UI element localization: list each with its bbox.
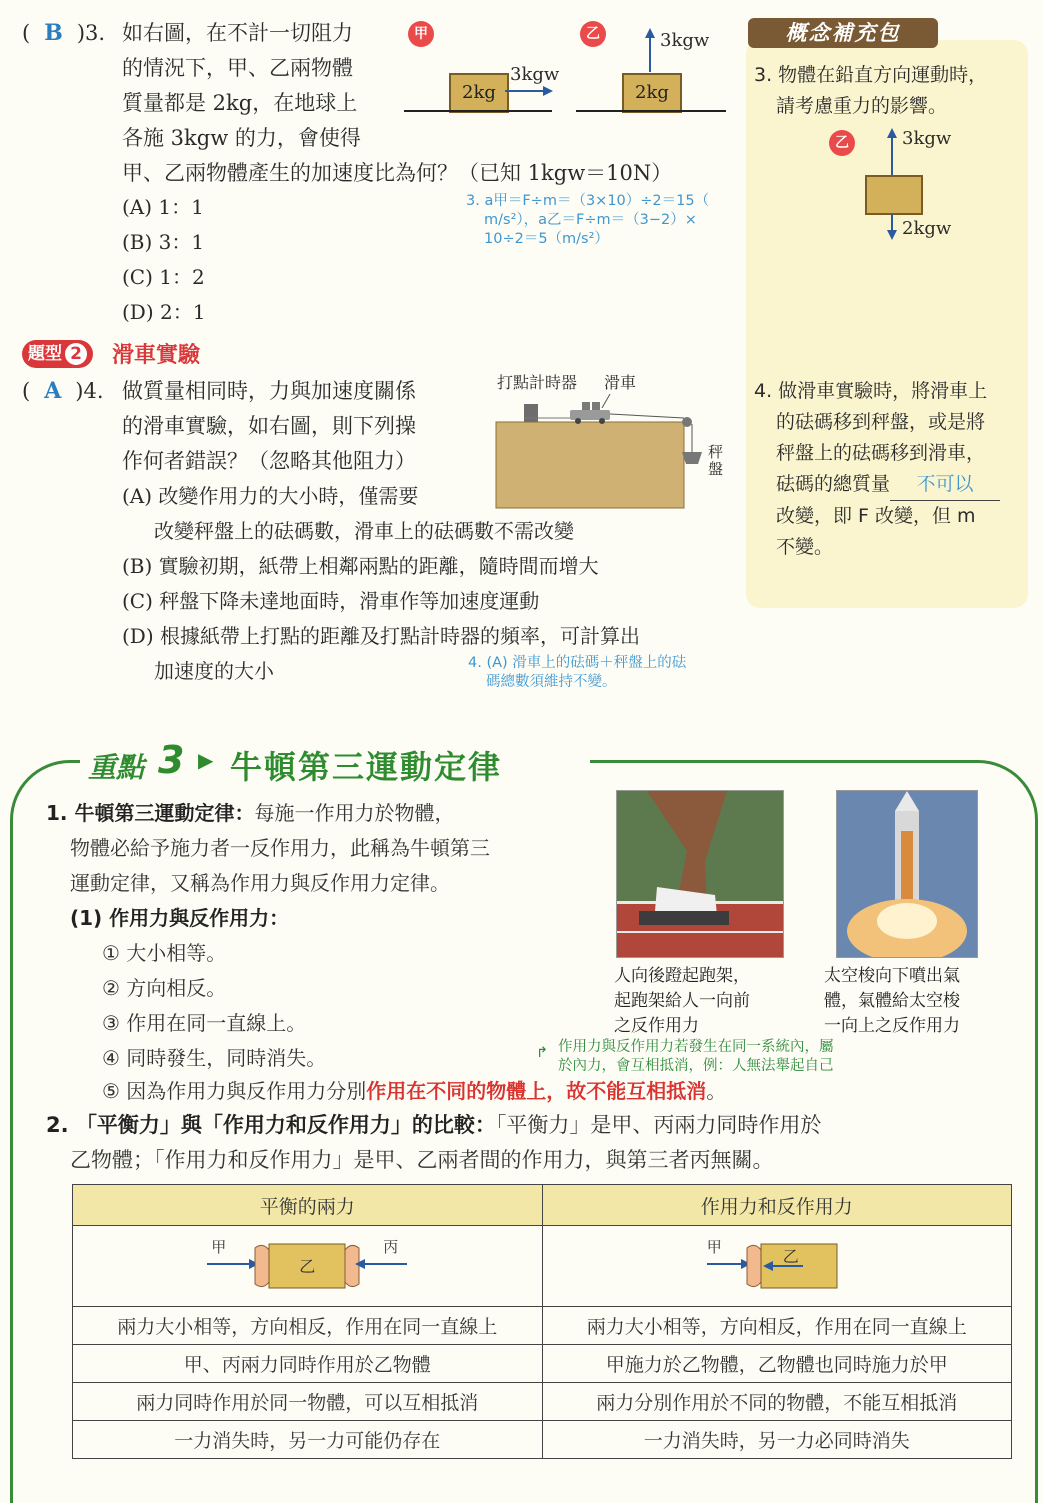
- table-figure-row: [73, 1226, 1012, 1307]
- q4-solution-note: 4. (A) 滑車上的砝碼＋秤盤上的砝 碼總數須維持不變。: [468, 655, 687, 690]
- mass-block-a: 2kg: [449, 73, 509, 113]
- q4-answer: A: [44, 378, 62, 404]
- table-header-row: [73, 1185, 1012, 1226]
- force-arrow-b: [643, 26, 657, 74]
- q3-option-c: (C) 1：2: [122, 265, 205, 289]
- q3-header: ( B )3.: [22, 20, 106, 46]
- fill-blank: 不可以: [890, 469, 1000, 501]
- trolley-apparatus: [494, 388, 734, 510]
- side-note-3: 3. 物體在鉛直方向運動時， 請考慮重力的影響。: [754, 64, 988, 117]
- q4-option-a: (A) 改變作用力的大小時，僅需要 改變秤盤上的砝碼數，滑車上的砝碼數不需改變: [122, 484, 574, 543]
- concept-tag: 概念補充包: [748, 18, 938, 48]
- shuttle-caption: 太空梭向下噴出氣 體，氣體給太空梭 一向上之反作用力: [824, 966, 960, 1036]
- ground-b: [576, 110, 726, 112]
- q4-option-b: (B) 實驗初期，紙帶上相鄰兩點的距離，隨時間而增大: [122, 554, 599, 578]
- table-header-action-reaction: 作用力和反作用力: [542, 1185, 1012, 1226]
- force-arrow-a: [505, 84, 555, 98]
- q4-option-c: (C) 秤盤下降未達地面時，滑車作等加速度運動: [122, 589, 540, 613]
- q3-solution-note: 3. a甲＝F÷m＝（3×10）÷2＝15（ m/s²），a乙＝F÷m＝（3−2）× 10÷2＝5（m/s²）: [466, 193, 710, 247]
- table-row: 甲、丙兩力同時作用於乙物體 甲施力於乙物體，乙物體也同時施力於甲: [73, 1345, 1012, 1383]
- yi-label-q3: 乙: [580, 21, 606, 47]
- table-row: 兩力同時作用於同一物體，可以互相抵消 兩力分別作用於不同的物體，不能互相抵消: [73, 1383, 1012, 1421]
- sec3-item-5: ⑤ 因為作用力與反作用力分別作用在不同的物體上，故不能互相抵消。: [102, 1079, 727, 1103]
- q4-header: ( A )4.: [22, 378, 104, 404]
- sec3-paragraph-1: 1. 牛頓第三運動定律：每施一作用力於物體， 物體必給予施力者一反作用力，此稱為牛頓第三 運動定律，又稱為作用力與反作用力定律。 (1) 作用力與反作用力： ① 大小相等。 ② 方向相反。 ③ 作用在同一直線上。 ④ 同時發生，同時消失。: [46, 801, 490, 1070]
- side-up-force: 3kgw: [902, 128, 952, 149]
- section-3-heading: 重點 3 ▶ 牛頓第三運動定律: [80, 738, 590, 788]
- cart-label: 滑車: [604, 373, 637, 392]
- table-row: 兩力大小相等，方向相反，作用在同一直線上 兩力大小相等，方向相反，作用在同一直線上: [73, 1307, 1012, 1345]
- side-down-force: 2kgw: [902, 218, 952, 239]
- q4-stem: 做質量相同時，力與加速度關係 的滑車實驗，如右圖，則下列操 作何者錯誤？（忽略其他阻力）: [122, 379, 416, 473]
- q3-stem: 如右圖，在不計一切阻力 的情況下，甲、乙兩物體 質量都是 2kg，在地球上 各施 3kgw 的力，會使得 甲、乙兩物體產生的加速度比為何？（已知 1kgw＝10N）: [122, 21, 673, 185]
- yi-label: 乙: [829, 130, 855, 156]
- force-b-label: 3kgw: [660, 30, 710, 51]
- q3-options: [122, 190, 205, 330]
- table-row: 一力消失時，另一力可能仍存在 一力消失時，另一力必同時消失: [73, 1421, 1012, 1459]
- q3-option-d: (D) 2：1: [122, 300, 206, 324]
- table-header-balanced: 平衡的兩力: [73, 1185, 543, 1226]
- runner-photo: [616, 790, 784, 958]
- ground-a: [404, 110, 552, 112]
- mass-block-b: 2kg: [622, 73, 682, 113]
- internal-force-note: ↱ 作用力與反作用力若發生在同一系統內，屬 於內力，會互相抵消，例：人無法舉起自己: [536, 1039, 834, 1074]
- type-badge: 題型 2: [22, 340, 93, 368]
- type-title: 滑車實驗: [112, 343, 201, 368]
- runner-caption: 人向後蹬起跑架， 起跑架給人一向前 之反作用力: [614, 966, 750, 1036]
- side-note-4: 4. 做滑車實驗時，將滑車上 的砝碼移到秤盤，或是將 秤盤上的砝碼移到滑車， 砝碼的總質量 不可以 改變，即 F 改變，但 m 不變。: [754, 376, 1026, 563]
- force-a-label: 3kgw: [510, 64, 560, 85]
- q4-option-d: (D) 根據紙帶上打點的距離及打點計時器的頻率，可計算出 加速度的大小: [122, 624, 640, 683]
- q3-option-b: (B) 3：1: [122, 230, 205, 254]
- space-shuttle-photo: [836, 790, 978, 958]
- pan-label: 秤盤: [708, 443, 724, 478]
- timer-label: 打點計時器: [497, 373, 578, 392]
- action-reaction-figure: 甲 乙: [542, 1226, 1012, 1307]
- q3-answer: B: [44, 20, 63, 46]
- balanced-forces-figure: 甲 乙 丙: [73, 1226, 543, 1307]
- q3-option-a: (A) 1：1: [122, 195, 204, 219]
- comparison-table: [72, 1184, 1012, 1459]
- jia-label: 甲: [408, 21, 434, 47]
- sec3-paragraph-2: 2. 「平衡力」與「作用力和反作用力」的比較：「平衡力」是甲、丙兩力同時作用於 乙物體；「作用力和反作用力」是甲、乙兩者間的作用力，與第三者丙無關。: [46, 1113, 822, 1172]
